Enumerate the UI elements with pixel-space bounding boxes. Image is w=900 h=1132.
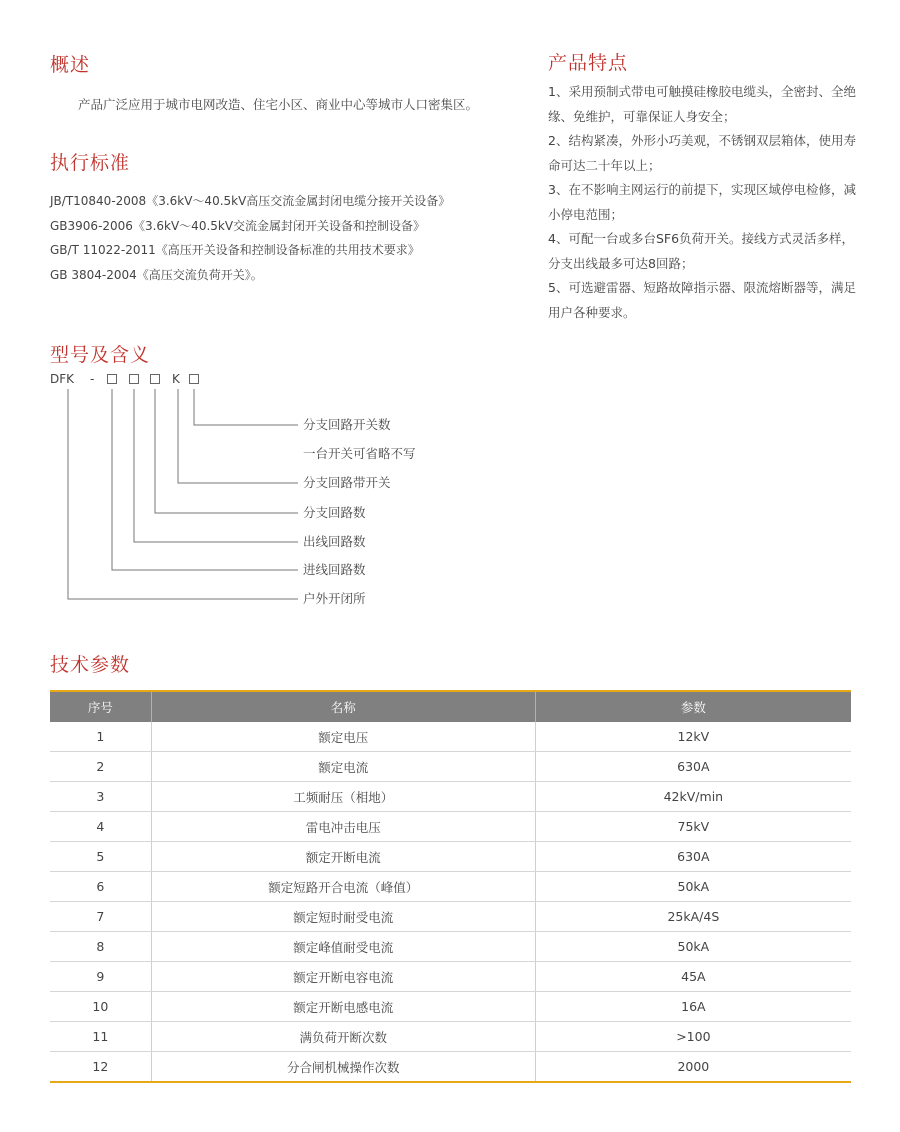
model-prefix: DFK — [50, 372, 75, 386]
connector-branch-switch — [178, 389, 298, 483]
table-row — [50, 812, 851, 842]
standard-item: JB/T10840-2008《3.6kV～40.5kV高压交流金属封闭电缆分接开关设备》 — [50, 194, 451, 208]
spec-table — [50, 690, 851, 1083]
cell-index: 9 — [50, 962, 151, 992]
cell-value: 16A — [535, 992, 851, 1022]
model-title: 型号及含义 — [50, 344, 151, 366]
connector-incoming — [112, 389, 298, 570]
cell-name: 满负荷开断次数 — [151, 1022, 535, 1052]
table-row — [50, 962, 851, 992]
table-row — [50, 842, 851, 872]
model-k-letter: K — [172, 372, 180, 386]
cell-index: 12 — [50, 1052, 151, 1083]
table-row — [50, 722, 851, 752]
cell-index: 7 — [50, 902, 151, 932]
cell-name: 额定开断电容电流 — [151, 962, 535, 992]
cell-name: 额定电流 — [151, 752, 535, 782]
feature-item: 4、可配一台或多台SF6负荷开关。接线方式灵活多样，分支出线最多可达8回路； — [548, 231, 855, 271]
cell-index: 2 — [50, 752, 151, 782]
cell-value: 50kA — [535, 932, 851, 962]
connector-outgoing — [134, 389, 298, 542]
cell-value: >100 — [535, 1022, 851, 1052]
table-row — [50, 992, 851, 1022]
feature-item: 5、可选避雷器、短路故障指示器、限流熔断器等，满足用户各种要求。 — [548, 280, 856, 320]
cell-value: 42kV/min — [535, 782, 851, 812]
connector-branch-count — [155, 389, 298, 513]
feature-item: 2、结构紧凑，外形小巧美观，不锈钢双层箱体，使用寿命可达二十年以上； — [548, 133, 856, 173]
meaning-outgoing: 出线回路数 — [303, 534, 366, 549]
cell-name: 额定电压 — [151, 722, 535, 752]
cell-value: 75kV — [535, 812, 851, 842]
cell-value: 630A — [535, 842, 851, 872]
model-dash: - — [90, 372, 95, 386]
cell-value: 25kA/4S — [535, 902, 851, 932]
cell-value: 2000 — [535, 1052, 851, 1083]
header-name: 名称 — [151, 691, 535, 722]
cell-name: 额定短路开合电流（峰值） — [151, 872, 535, 902]
table-row — [50, 1022, 851, 1052]
overview-text: 产品广泛应用于城市电网改造、住宅小区、商业中心等城市人口密集区。 — [78, 97, 479, 112]
meaning-incoming: 进线回路数 — [303, 562, 366, 577]
cell-index: 11 — [50, 1022, 151, 1052]
cell-name: 雷电冲击电压 — [151, 812, 535, 842]
meaning-branch-count: 分支回路数 — [303, 505, 366, 520]
cell-name: 分合闸机械操作次数 — [151, 1052, 535, 1083]
meaning-omit-note: 一台开关可省略不写 — [303, 446, 416, 461]
meaning-outdoor: 户外开闭所 — [303, 591, 366, 606]
features-title: 产品特点 — [548, 52, 629, 74]
meaning-branch-switch: 分支回路带开关 — [303, 475, 391, 490]
meaning-switch-count: 分支回路开关数 — [303, 417, 391, 432]
standard-item: GB3906-2006《3.6kV～40.5kV交流金属封闭开关设备和控制设备》 — [50, 218, 426, 233]
cell-index: 6 — [50, 872, 151, 902]
standard-item: GB/T 11022-2011《高压开关设备和控制设备标准的共用技术要求》 — [50, 243, 420, 258]
cell-value: 630A — [535, 752, 851, 782]
standards-title: 执行标准 — [50, 152, 131, 174]
cell-name: 额定开断电感电流 — [151, 992, 535, 1022]
connector-prefix — [68, 389, 298, 599]
cell-index: 5 — [50, 842, 151, 872]
feature-item: 1、采用预制式带电可触摸硅橡胶电缆头，全密封、全绝缘、免维护，可靠保证人身安全； — [548, 84, 856, 124]
table-row — [50, 782, 851, 812]
table-row — [50, 932, 851, 962]
table-header-row — [50, 691, 851, 722]
cell-name: 额定短时耐受电流 — [151, 902, 535, 932]
cell-index: 4 — [50, 812, 151, 842]
connector-switch-count — [194, 389, 298, 425]
table-row — [50, 1052, 851, 1083]
table-row — [50, 872, 851, 902]
cell-value: 45A — [535, 962, 851, 992]
standard-item: GB 3804-2004《高压交流负荷开关》。 — [50, 268, 263, 283]
cell-name: 工频耐压（相地） — [151, 782, 535, 812]
table-row — [50, 902, 851, 932]
cell-index: 3 — [50, 782, 151, 812]
cell-index: 8 — [50, 932, 151, 962]
feature-item: 3、在不影响主网运行的前提下，实现区域停电检修，减小停电范围； — [548, 182, 856, 222]
header-index: 序号 — [50, 691, 151, 722]
cell-index: 1 — [50, 722, 151, 752]
overview-title: 概述 — [50, 54, 91, 76]
cell-value: 50kA — [535, 872, 851, 902]
table-row — [50, 752, 851, 782]
tech-title: 技术参数 — [50, 654, 131, 676]
cell-name: 额定开断电流 — [151, 842, 535, 872]
cell-value: 12kV — [535, 722, 851, 752]
cell-index: 10 — [50, 992, 151, 1022]
cell-name: 额定峰值耐受电流 — [151, 932, 535, 962]
header-value: 参数 — [535, 691, 851, 722]
